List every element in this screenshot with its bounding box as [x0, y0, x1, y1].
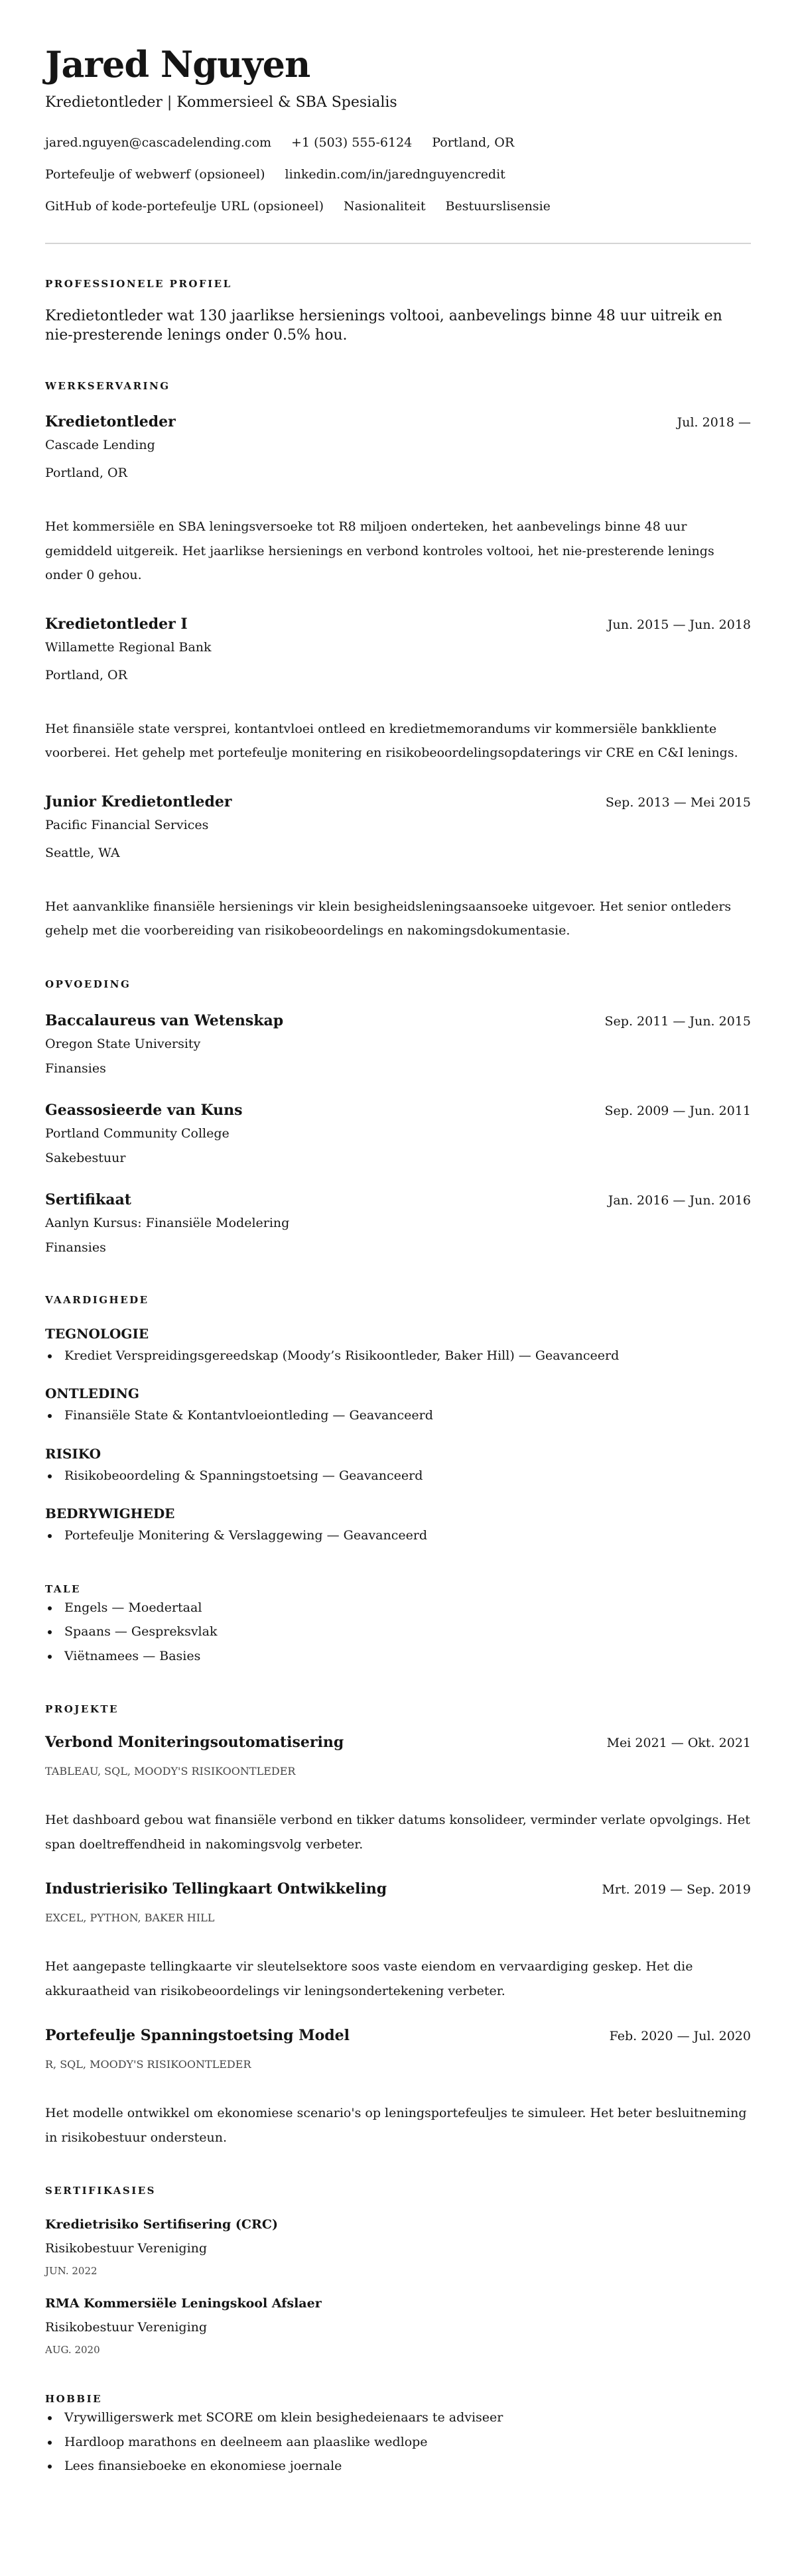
job-entry: [45, 411, 751, 588]
skill-item: Portefeulje Monitering & Verslaggewing — Geavanceerd: [45, 1523, 751, 1548]
resume-header: [45, 42, 751, 216]
certification-date: AUG. 2020: [45, 2344, 100, 2356]
skill-item: Finansiële State & Kontantvloeiontleding — Geavanceerd: [45, 1403, 751, 1428]
hobbies-list: [45, 2406, 751, 2479]
skill-list: [45, 1403, 751, 1428]
skills-section: [45, 1293, 751, 1548]
education-header: [45, 1009, 751, 1033]
language-item: Viëtnamees — Basies: [45, 1644, 751, 1669]
skill-item: Risikobeoordeling & Spanningstoetsing — Geavanceerd: [45, 1464, 751, 1488]
certification-issuer: Risikobestuur Vereniging: [45, 2320, 208, 2335]
job-description: Het aanvanklike finansiële hersienings vir klein besigheidsleningsaansoeke uitgevoer. Het senior ontleders gehelp met die voorbereiding van risikobeoordelings en nakomingsdokumentasie.: [45, 899, 732, 938]
project-dates: Mei 2021 — Okt. 2021: [606, 1736, 751, 1750]
project-entry: [45, 1731, 751, 1856]
skill-group-heading: ONTLEDING: [45, 1385, 139, 1401]
field-of-study: Finansies: [45, 1240, 106, 1255]
experience-section: [45, 379, 751, 943]
section-heading: VAARDIGHEDE: [45, 1293, 149, 1306]
contact-row: [45, 164, 751, 184]
field-of-study: Finansies: [45, 1061, 106, 1076]
project-title: Portefeulje Spanningstoetsing Model: [45, 2027, 350, 2044]
project-entry: [45, 2024, 751, 2150]
degree-title: Sertifikaat: [45, 1191, 131, 1208]
project-dates: Mrt. 2019 — Sep. 2019: [602, 1882, 751, 1897]
education-entry: [45, 1009, 751, 1080]
project-title: Industrierisiko Tellingkaart Ontwikkeling: [45, 1880, 387, 1898]
job-description: Het finansiële state versprei, kontantvloei ontleed en kredietmemorandums vir kommersiële bankkliente voorberei. Het gehelp met portefeulje monitering en risikobeoordelingsopdaterings vir CRE en C&I lenings.: [45, 721, 738, 760]
contact-item: jared.nguyen@cascadelending.com: [45, 135, 272, 150]
contact-row: [45, 133, 751, 153]
language-item: Engels — Moedertaal: [45, 1596, 751, 1620]
field-of-study: Sakebestuur: [45, 1150, 126, 1165]
school-name: Portland Community College: [45, 1126, 230, 1141]
certification-title: RMA Kommersiële Leningskool Afslaer: [45, 2296, 322, 2311]
contact-info: [45, 133, 751, 216]
skill-group-heading: BEDRYWIGHEDE: [45, 1506, 175, 1521]
education-dates: Sep. 2009 — Jun. 2011: [604, 1103, 751, 1118]
contact-item: GitHub of kode-portefeulje URL (opsioneel): [45, 199, 324, 214]
hobby-item: Lees finansieboeke en ekonomiese joernale: [45, 2454, 751, 2479]
certification-entry: [45, 2293, 751, 2358]
certification-issuer: Risikobestuur Vereniging: [45, 2241, 208, 2256]
project-entry: [45, 1878, 751, 2003]
school-name: Oregon State University: [45, 1036, 201, 1051]
education-dates: Jan. 2016 — Jun. 2016: [608, 1192, 751, 1208]
section-heading: OPVOEDING: [45, 978, 131, 990]
language-item: Spaans — Gespreksvlak: [45, 1620, 751, 1644]
project-tech-stack: R, SQL, MOODY'S RISIKOONTLEDER: [45, 2058, 251, 2071]
job-title: Junior Kredietontleder: [45, 793, 232, 810]
job-location: Portland, OR: [45, 466, 127, 480]
header-divider: [45, 243, 751, 244]
job-location: Portland, OR: [45, 667, 127, 682]
skill-list: [45, 1464, 751, 1488]
school-name: Aanlyn Kursus: Finansiële Modelering: [45, 1215, 290, 1230]
section-heading: TALE: [45, 1582, 81, 1595]
project-tech-stack: TABLEAU, SQL, MOODY'S RISIKOONTLEDER: [45, 1765, 296, 1777]
contact-row: [45, 196, 751, 216]
candidate-name: Jared Nguyen: [45, 43, 310, 86]
degree-title: Geassosieerde van Kuns: [45, 1101, 243, 1119]
certification-date: JUN. 2022: [45, 2265, 98, 2277]
job-entry: [45, 613, 751, 765]
languages-section: [45, 1582, 751, 1669]
job-header: [45, 411, 751, 434]
contact-item: Nasionaliteit: [344, 199, 426, 214]
contact-item: Bestuurslisensie: [445, 199, 551, 214]
project-dates: Feb. 2020 — Jul. 2020: [609, 2029, 751, 2043]
skill-list: [45, 1344, 751, 1368]
job-company: Pacific Financial Services: [45, 817, 209, 832]
certification-entry: [45, 2215, 751, 2279]
job-dates: Jun. 2015 — Jun. 2018: [607, 617, 751, 632]
job-dates: Jul. 2018 —: [677, 415, 751, 430]
education-entry: [45, 1189, 751, 1259]
skill-group-heading: TEGNOLOGIE: [45, 1325, 149, 1342]
languages-list: [45, 1596, 751, 1669]
project-tech-stack: EXCEL, PYTHON, BAKER HILL: [45, 1911, 215, 1924]
education-header: [45, 1099, 751, 1122]
job-company: Willamette Regional Bank: [45, 639, 212, 655]
certification-title: Kredietrisiko Sertifisering (CRC): [45, 2217, 278, 2232]
section-heading: WERKSERVARING: [45, 380, 170, 392]
project-description: Het aangepaste tellingkaarte vir sleutelsektore soos vaste eiendom en vervaardiging geskep. Het die akkuraatheid van risikobeoordelings vir leningsondertekening verbeter.: [45, 1959, 693, 1998]
job-description: Het kommersiële en SBA leningsversoeke tot R8 miljoen onderteken, het aanbevelings binne 48 uur gemiddeld uitgereik. Het jaarlikse hersienings en verbond kontroles voltooi, het nie-presterende lenings onder 0 gehou.: [45, 519, 714, 582]
profile-section: [45, 277, 751, 345]
job-entry: [45, 791, 751, 943]
education-dates: Sep. 2011 — Jun. 2015: [604, 1013, 751, 1029]
education-entry: [45, 1099, 751, 1169]
job-header: [45, 613, 751, 636]
hobby-item: Hardloop marathons en deelneem aan plaaslike wedlope: [45, 2430, 751, 2455]
contact-item: Portland, OR: [432, 135, 515, 150]
job-title: Kredietontleder I: [45, 615, 188, 633]
contact-item: linkedin.com/in/jarednguyencredit: [285, 167, 505, 182]
contact-item: +1 (503) 555-6124: [291, 135, 413, 150]
certifications-section: [45, 2184, 751, 2358]
project-header: [45, 1731, 751, 1754]
degree-title: Baccalaureus van Wetenskap: [45, 1011, 284, 1029]
job-company: Cascade Lending: [45, 438, 155, 452]
project-header: [45, 1878, 751, 1901]
profile-summary: Kredietontleder wat 130 jaarlikse hersienings voltooi, aanbevelings binne 48 uur uitreik en nie-presterende lenings onder 0.5% hou.: [45, 308, 722, 344]
hobbies-section: [45, 2392, 751, 2479]
job-header: [45, 791, 751, 814]
job-location: Seattle, WA: [45, 845, 120, 860]
candidate-subtitle: Kredietontleder | Kommersieel & SBA Spesialis: [45, 94, 397, 111]
project-header: [45, 2024, 751, 2047]
section-heading: PROFESSIONELE PROFIEL: [45, 278, 232, 290]
skill-list: [45, 1523, 751, 1548]
job-dates: Sep. 2013 — Mei 2015: [605, 795, 751, 810]
project-description: Het dashboard gebou wat finansiële verbond en tikker datums konsolideer, verminder verlate opvolgings. Het span doeltreffendheid in nakomingsvolg verbeter.: [45, 1813, 750, 1852]
project-description: Het modelle ontwikkel om ekonomiese scenario's op leningsportefeuljes te simuleer. Het beter besluitneming in risikobestuur ondersteun.: [45, 2106, 747, 2145]
projects-section: [45, 1703, 751, 2150]
project-title: Verbond Moniteringsoutomatisering: [45, 1734, 344, 1751]
education-header: [45, 1189, 751, 1212]
contact-item: Portefeulje of webwerf (opsioneel): [45, 167, 265, 182]
section-heading: SERTIFIKASIES: [45, 2185, 156, 2197]
hobby-item: Vrywilligerswerk met SCORE om klein besighedeienaars te adviseer: [45, 2406, 751, 2430]
job-title: Kredietontleder: [45, 413, 176, 430]
section-heading: HOBBIE: [45, 2393, 103, 2405]
section-heading: PROJEKTE: [45, 1703, 119, 1715]
skill-group-heading: RISIKO: [45, 1445, 101, 1462]
skill-item: Krediet Verspreidingsgereedskap (Moody’s Risikoontleder, Baker Hill) — Geavanceerd: [45, 1344, 751, 1368]
education-section: [45, 978, 751, 1259]
